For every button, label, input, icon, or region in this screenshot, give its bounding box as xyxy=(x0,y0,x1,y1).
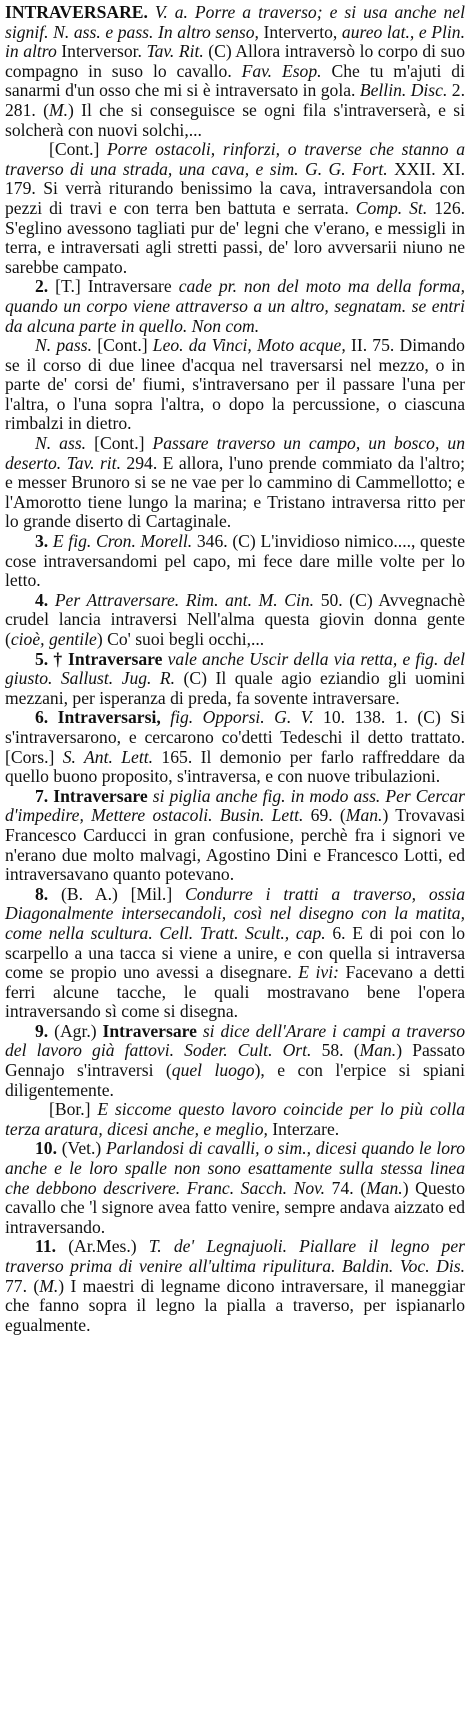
text-run: E ivi: xyxy=(298,962,339,983)
text-run: Man. xyxy=(366,1177,403,1198)
text-run: si dice dell'Arare i campi a traverso del lavoro già fattovi. Soder. Cult. Ort. xyxy=(5,1020,465,1061)
sense-10 xyxy=(5,1139,465,1237)
sense-11 xyxy=(5,1237,465,1335)
text-run: ) I maestri di legname dicono intraversare, il maneggiar che fanno sopra il legno la pialla a traverso, per ispianarlo egualmente. xyxy=(5,1275,466,1335)
text-run: 3. xyxy=(35,531,49,552)
sense-5 xyxy=(5,650,465,709)
text-run: 58. ( xyxy=(311,1040,360,1061)
text-run: INTRAVERSARE. xyxy=(5,2,148,22)
text-run: Intraversare xyxy=(102,1020,197,1041)
text-run: ) Trovavasi Francesco Carducci in gran confusione, perchè fra i signori ve n'erano due molto malvagi, Agostino Dini e Francesco Lotti, ed intraversavano quanto potevano. xyxy=(5,805,466,885)
text-run: N. ass. xyxy=(35,433,87,454)
text-run: Che tu m'ajuti di sanarmi d'un osso che mi si è intraversato in gola. xyxy=(5,60,465,101)
text-run: T. de' Legnajuoli. Piallare il legno per traverso prima di venire all'ultima ripulitura. Baldin. Voc. Dis. xyxy=(5,1236,465,1276)
text-run: fig. Opporsi. G. V. xyxy=(170,707,314,728)
text-run: [Bor.] xyxy=(49,1099,98,1120)
paragraph-cont-obstacles xyxy=(5,140,465,277)
text-run: Bellin. Disc. xyxy=(359,80,448,101)
text-run: 77. ( xyxy=(5,1275,40,1296)
text-run: si piglia anche fig. in modo ass. Per Cercar d'impedire, Mettere ostacoli. Busin. Lett. xyxy=(5,785,465,826)
sense-6 xyxy=(5,708,465,786)
text-run: Per Attraversare. Rim. ant. M. Cin. xyxy=(54,589,315,610)
text-run: 69. ( xyxy=(303,805,346,826)
text-run: 165. Il demonio per farlo raffreddare da quello buono proposito, s'intraversa, e con nuove tribulazioni. xyxy=(5,746,465,787)
text-run: Passare traverso un campo, un bosco, un deserto. Tav. rit. xyxy=(5,433,465,473)
text-run: M. xyxy=(48,99,68,120)
sense-4 xyxy=(5,591,465,650)
text-run xyxy=(148,2,155,22)
text-run: Facevano a detti ferri alcune tacche, le quali mostravano bene l'opera intraversando sì come si disegna. xyxy=(5,962,465,1022)
text-run: 50. (C) Avvegnachè crudel lancia intraversi Nell'alma questa giovin donna gente ( xyxy=(5,589,465,649)
text-run: 6. E di poi con lo scarpello a una tacca si viene a unire, e con quella si intraversa come se propio uno avessi a disegnare. xyxy=(5,922,466,983)
text-run: S. Ant. Lett. xyxy=(62,746,154,767)
text-run: Comp. St. xyxy=(355,197,428,218)
text-run: E fig. Cron. Morell. xyxy=(52,531,193,552)
text-run: 74. ( xyxy=(325,1177,367,1198)
text-run: 11. xyxy=(35,1236,57,1257)
text-run: M. xyxy=(39,1275,59,1296)
text-run: Man. xyxy=(359,1040,397,1061)
text-run: ) Questo cavallo che 'l signore avea fatto venire, sempre andava aizzato ed intraversando. xyxy=(5,1177,465,1237)
sense-8 xyxy=(5,885,465,1022)
sense-9-bor xyxy=(5,1100,465,1139)
text-run: XXII. XI. 179. Si verrà riturando benissimo la cava, intraversandola con pezzi di travi e con terra ben battuta e serrata. xyxy=(5,158,465,218)
text-run: Porre ostacoli, rinforzi, o traverse che stanno a traverso di una strada, una cava, e sim. G. G. Fort. xyxy=(5,139,466,179)
text-run: (Ar.Mes.) xyxy=(56,1236,149,1257)
text-run: 10. 138. 1. (C) Si s'intraversarono, e cercarono co'detti Tedeschi il detto trattato. [Cors.] xyxy=(5,707,465,767)
text-run: (B. A.) [Mil.] xyxy=(48,883,186,904)
sense-2-n-ass xyxy=(5,434,465,532)
text-run: II. 75. Dimando se il corso di due linee d'acqua nel traversarsi nel mezzo, o in parte de' corsi de' fiumi, s'intraversano per il passare l'una per l'altra, o l'una sopra l'altra, o dopo la percussione, o ciascuna rimbalzi in dietro. xyxy=(5,335,465,434)
text-run: cade pr. non del moto ma della forma, quando un corpo viene attraverso a un altro, segnatam. se entri da alcuna parte in quello. Non com. xyxy=(5,276,465,336)
text-run: Interversor. xyxy=(56,41,147,62)
text-run: Parlandosi di cavalli, o sim., dicesi quando le loro anche e le loro spalle non sono esattamente sulla stessa linea che debbono descrivere. Franc. Sacch. Nov. xyxy=(5,1138,465,1198)
text-run: Condurre i tratti a traverso, ossia Diagonalmente intersecandoli, così nel disegno con la matita, come nella scultura. Cell. Tratt. Scult., cap. xyxy=(5,883,465,943)
text-run: ), e con l'erpice si spiani diligentemente. xyxy=(5,1060,465,1100)
text-run: 10. xyxy=(35,1138,57,1159)
text-run: cioè, gentile xyxy=(10,629,97,649)
text-run: Interverto, xyxy=(258,21,342,42)
text-run: [Cont.] xyxy=(86,433,153,454)
text-run: 5. † Intraversare xyxy=(35,648,163,669)
text-run: 294. E allora, l'uno prende commiato da l'altro; e messer Brunoro si se ne vae per lo cammino di Cammellotto; e l'Amorotto tiene lungo la marina; e Tristano intraversa ritto per lo grande diserto di Cartaginale. xyxy=(5,452,465,532)
text-run: 9. xyxy=(35,1020,49,1041)
text-run: (C) Allora intraversò lo corpo di suo compagno in suso lo cavallo. xyxy=(5,41,466,81)
sense-2-n-pass xyxy=(5,336,465,434)
entry-headword-paragraph xyxy=(5,3,465,140)
text-run: [Cont.] xyxy=(49,139,108,160)
text-run: [T.] Intraversare xyxy=(48,276,179,297)
sense-9 xyxy=(5,1022,465,1100)
text-run: 7. Intraversare xyxy=(35,785,148,806)
text-run: (Agr.) xyxy=(48,1020,103,1041)
sense-3 xyxy=(5,532,465,591)
text-run: [Cont.] xyxy=(92,335,153,356)
sense-2 xyxy=(5,277,465,336)
text-run: 6. Intraversarsi, xyxy=(35,707,161,728)
text-run: 2. 281. ( xyxy=(5,80,465,120)
text-run: Fav. Esop. xyxy=(241,60,322,81)
text-run: 4. xyxy=(35,589,49,610)
text-run: 126. S'eglino avessono tagliati pur de' legni che v'erano, e messigli in terra, e intraversati agli stretti passi, de' loro avversarii niuno ne sarebbe campato. xyxy=(5,197,466,277)
text-run: Tav. Rit. xyxy=(146,41,204,62)
text-run: quel luogo xyxy=(171,1060,255,1081)
text-run: 8. xyxy=(35,883,49,904)
text-run: ) Il che si conseguisce se ogni fila s'intraverserà, e si solcherà con nuovi solchi,... xyxy=(5,99,465,140)
text-run: V. a. Porre a traverso; e si usa anche nel signif. N. ass. e pass. In altro senso, xyxy=(5,2,465,42)
text-run: vale anche Uscir della via retta, e fig. del giusto. Sallust. Jug. R. xyxy=(5,648,465,689)
text-run xyxy=(48,590,55,610)
text-run xyxy=(161,707,170,727)
text-run: N. pass. xyxy=(35,335,93,356)
text-run: Man. xyxy=(345,805,383,826)
text-run: aureo lat., e Plin. in altro xyxy=(5,21,465,62)
text-run: Interzare. xyxy=(267,1118,340,1139)
text-run: Leo. da Vinci, Moto acque, xyxy=(152,335,346,356)
text-run: (C) Il quale agio eziandio gli uomini mezzani, per isperanza di preda, fa sovente intraversare. xyxy=(5,668,465,708)
text-run: 346. (C) L'invidioso nimico...., queste cose intraversandomi pel capo, mi fece dare mille volte per lo letto. xyxy=(5,531,466,591)
text-run: ) Co' suoi begli occhi,... xyxy=(96,629,265,649)
sense-7 xyxy=(5,787,465,885)
text-run: 2. xyxy=(35,276,49,297)
text-run: E siccome questo lavoro coincide per lo più colla terza aratura, dicesi anche, e meglio, xyxy=(5,1099,465,1139)
text-run: (Vet.) xyxy=(57,1138,106,1159)
text-run: ) Passato Gennajo s'intraversi ( xyxy=(5,1040,465,1081)
